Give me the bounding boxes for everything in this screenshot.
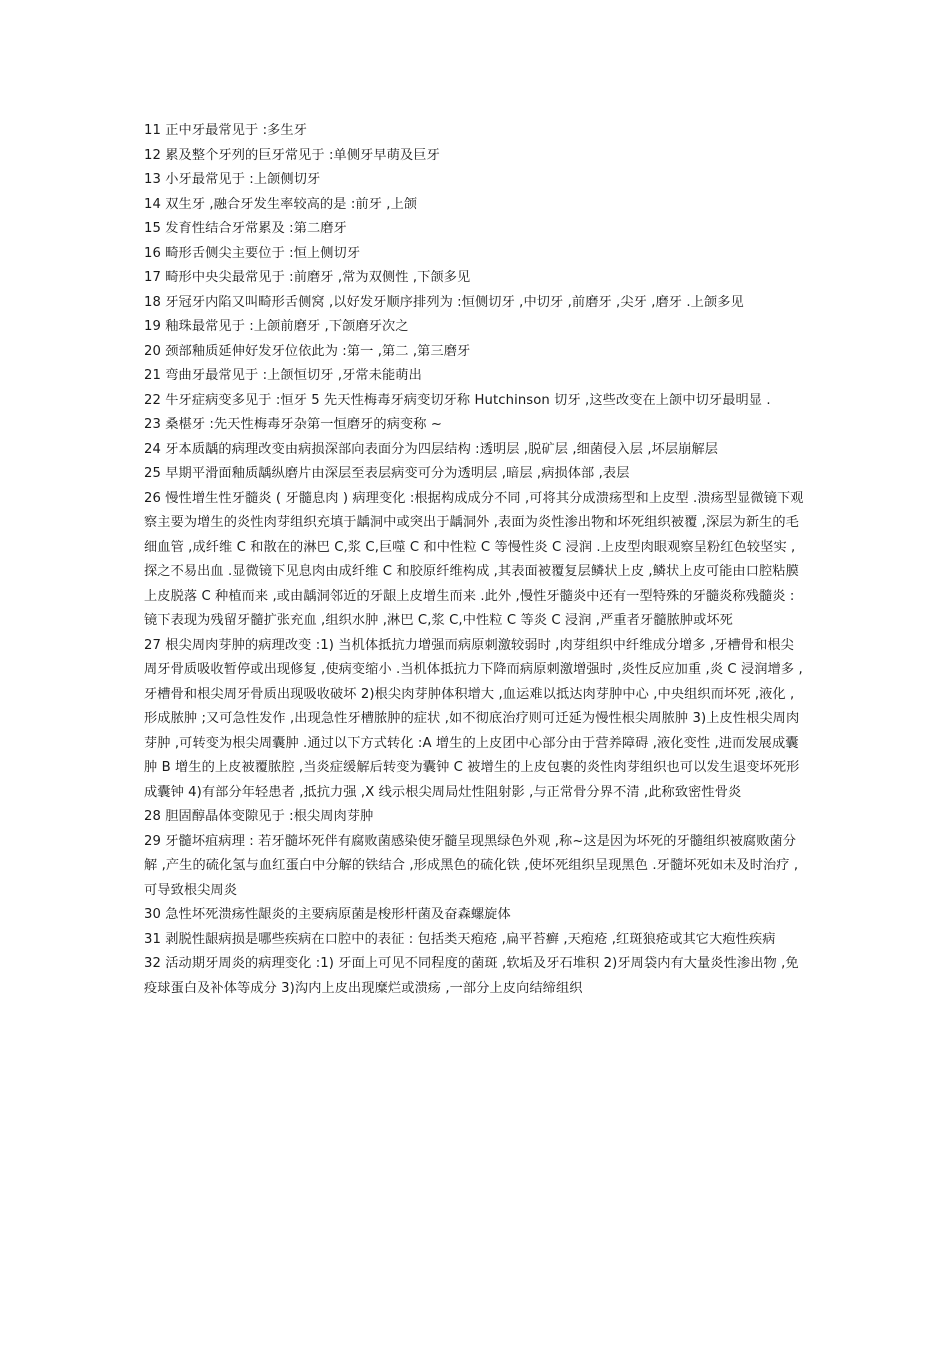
list-item: 24 牙本质龋的病理改变由病损深部向表面分为四层结构 :透明层 ,脱矿层 ,细菌侵入层 ,坏层崩解层 <box>144 441 719 457</box>
list-item: 18 牙冠牙内陷又叫畸形舌侧窝 ,以好发牙顺序排列为 :恒侧切牙 ,中切牙 ,前磨牙 ,尖牙 ,磨牙 .上颌多见 <box>144 294 744 310</box>
list-item: 13 小牙最常见于 :上颌侧切牙 <box>144 172 321 187</box>
list-item: 16 畸形舌侧尖主要位于 :恒上侧切牙 <box>144 245 361 261</box>
list-item: 17 畸形中央尖最常见于 :前磨牙 ,常为双侧性 ,下颌多见 <box>144 270 471 285</box>
list-item: 32 活动期牙周炎的病理变化 :1) 牙面上可见不同程度的菌斑 ,软垢及牙石堆积 2)牙周袋内有大量炎性渗出物 ,免疫球蛋白及补体等成分 3)沟内上皮出现糜烂或溃疡 ,一部分上皮向结缔组织 <box>144 956 799 996</box>
list-item: 11 正中牙最常见于 :多生牙 <box>144 123 307 138</box>
list-item: 19 釉珠最常见于 :上颌前磨牙 ,下颌磨牙次之 <box>144 319 409 334</box>
list-item: 25 早期平滑面釉质龋纵磨片由深层至表层病变可分为透明层 ,暗层 ,病损体部 ,表层 <box>144 466 630 481</box>
list-item: 23 桑椹牙 :先天性梅毒牙杂第一恒磨牙的病变称 ~ <box>144 417 443 432</box>
list-item: 12 累及整个牙列的巨牙常见于 :单侧牙早萌及巨牙 <box>144 147 440 163</box>
list-item: 29 牙髓坏疽病理 : 若牙髓坏死伴有腐败菌感染使牙髓呈现黑绿色外观 ,称~这是因为坏死的牙髓组织被腐败菌分解 ,产生的硫化氢与血红蛋白中分解的铁结合 ,形成黑色的硫化铁 ,使坏死组织呈现黑色 .牙髓坏死如未及时治疗 ,可导致根尖周炎 <box>144 833 799 898</box>
list-item: 20 颈部釉质延伸好发牙位依此为 :第一 ,第二 ,第三磨牙 <box>144 343 471 359</box>
list-item: 26 慢性增生性牙髓炎 ( 牙髓息肉 ) 病理变化 :根据构成成分不同 ,可将其分成溃疡型和上皮型 .溃疡型显微镜下观察主要为增生的炎性肉芽组织充填于龋洞中或突出于龋洞外 ,表面为炎性渗出物和坏死组织被覆 ,深层为新生的毛细血管 ,成纤维 C 和散在的淋巴 C,浆 C,巨噬 C 和中性粒 C 等慢性炎 C 浸润 .上皮型肉眼观察呈粉红色较坚实 ,探之不易出血 .显微镜下见息肉由成纤维 C 和胶原纤维构成 ,其表面被覆复层鳞状上皮 ,鳞状上皮可能由口腔粘膜上皮脱落 C 种植而来 ,或由龋洞邻近的牙龈上皮增生而来 .此外 ,慢性牙髓炎中还有一型特殊的牙髓炎称残髓炎 :镜下表现为残留牙髓扩张充血 ,组织水肿 ,淋巴 C,浆 C,中性粒 C 等炎 C 浸润 ,严重者牙髓脓肿或坏死 <box>144 490 804 628</box>
list-item: 22 牛牙症病变多见于 :恒牙 5 先天性梅毒牙病变切牙称 Hutchinson 切牙 ,这些改变在上颌中切牙最明显 . <box>144 392 771 408</box>
list-item: 30 急性坏死溃疡性龈炎的主要病原菌是梭形杆菌及奋森螺旋体 <box>144 907 511 922</box>
list-item: 31 剥脱性龈病损是哪些疾病在口腔中的表征 : 包括类天疱疮 ,扁平苔癣 ,天疱疮 ,红斑狼疮或其它大疱性疾病 <box>144 931 776 947</box>
list-item: 14 双生牙 ,融合牙发生率较高的是 :前牙 ,上颌 <box>144 196 418 212</box>
list-item: 21 弯曲牙最常见于 :上颌恒切牙 ,牙常未能萌出 <box>144 368 422 383</box>
document-body <box>144 119 806 1001</box>
list-item: 28 胆固醇晶体变隙见于 :根尖周肉芽肿 <box>144 809 374 824</box>
list-item: 15 发育性结合牙常累及 :第二磨牙 <box>144 221 347 236</box>
list-item: 27 根尖周肉芽肿的病理改变 :1) 当机体抵抗力增强而病原刺激较弱时 ,肉芽组织中纤维成分增多 ,牙槽骨和根尖周牙骨质吸收暂停或出现修复 ,使病变缩小 .当机体抵抗力下降而病原刺激增强时 ,炎性反应加重 ,炎 C 浸润增多 ,牙槽骨和根尖周牙骨质出现吸收破坏 2)根尖肉芽肿体积增大 ,血运难以抵达肉芽肿中心 ,中央组织而坏死 ,液化 ,形成脓肿 ;又可急性发作 ,出现急性牙槽脓肿的症状 ,如不彻底治疗则可迁延为慢性根尖周脓肿 3)上皮性根尖周肉芽肿 ,可转变为根尖周囊肿 .通过以下方式转化 :A 增生的上皮团中心部分由于营养障碍 ,液化变性 ,进而发展成囊肿 B 增生的上皮被覆脓腔 ,当炎症缓解后转变为囊钟 C 被增生的上皮包裹的炎性肉芽组织也可以发生退变坏死形成囊钟 4)有部分年轻患者 ,抵抗力强 ,X 线示根尖周局灶性阻射影 ,与正常骨分界不清 ,此称致密性骨炎 <box>144 637 803 800</box>
